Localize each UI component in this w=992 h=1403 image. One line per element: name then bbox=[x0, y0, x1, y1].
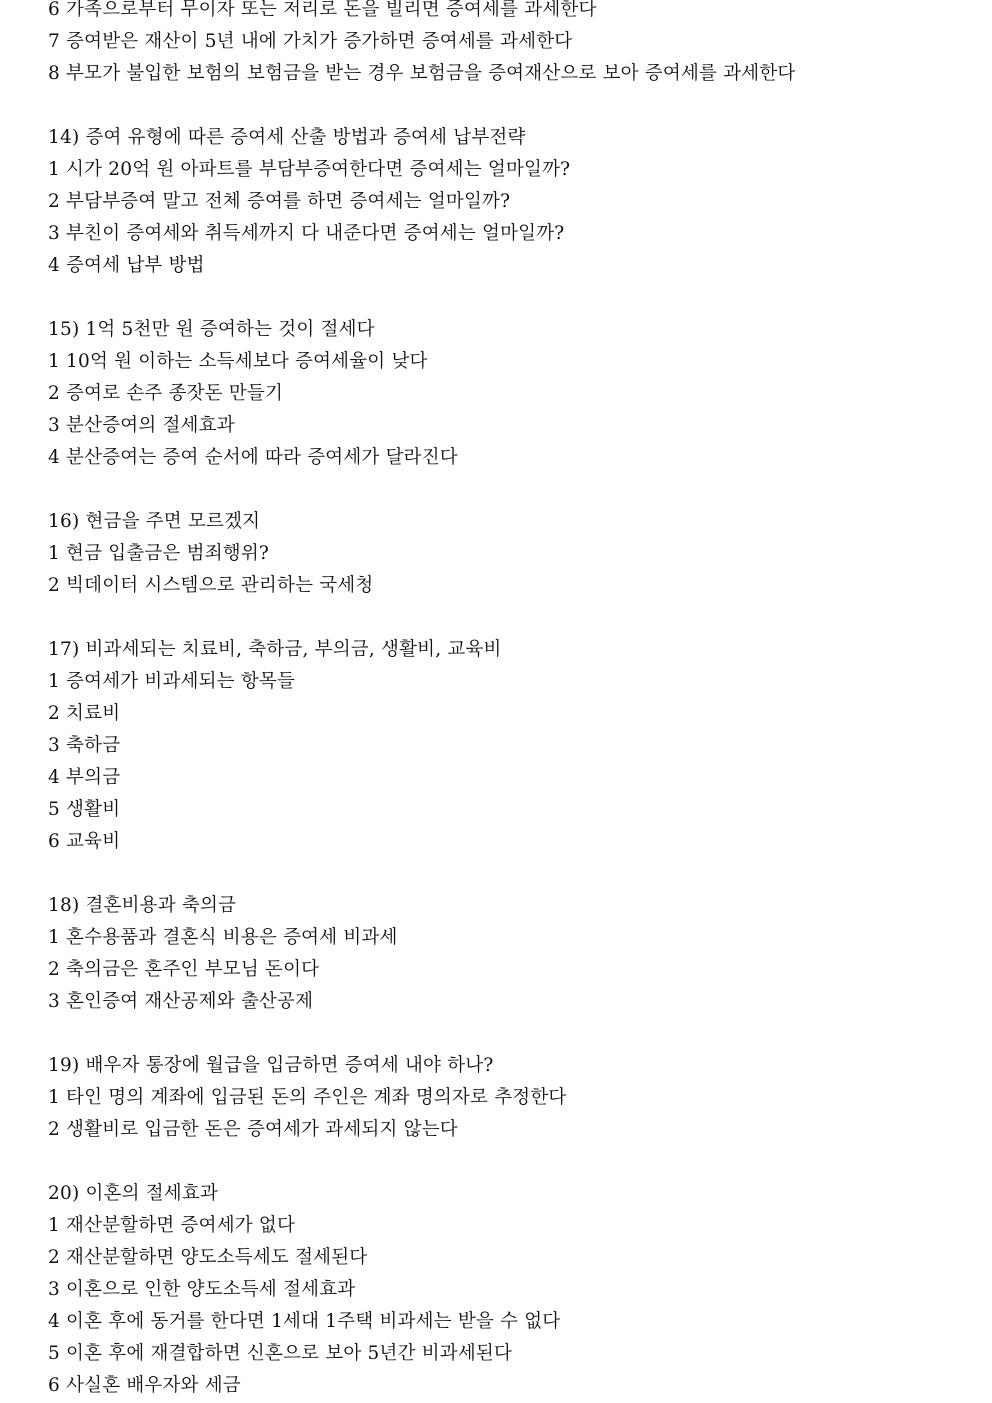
list-item: 5 생활비 bbox=[48, 799, 121, 820]
list-item: 4 부의금 bbox=[48, 767, 121, 788]
list-item: 5 이혼 후에 재결합하면 신혼으로 보아 5년간 비과세된다 bbox=[48, 1343, 513, 1364]
list-item: 2 재산분할하면 양도소득세도 절세된다 bbox=[48, 1247, 368, 1268]
list-item: 3 혼인증여 재산공제와 출산공제 bbox=[48, 991, 314, 1012]
list-item: 2 축의금은 혼주인 부모님 돈이다 bbox=[48, 959, 320, 980]
section-14 bbox=[48, 122, 978, 282]
list-item: 7 증여받은 재산이 5년 내에 가치가 증가하면 증여세를 과세한다 bbox=[48, 31, 573, 52]
list-item: 1 시가 20억 원 아파트를 부담부증여한다면 증여세는 얼마일까? bbox=[48, 159, 571, 180]
section-heading: 15) 1억 5천만 원 증여하는 것이 절세다 bbox=[48, 319, 375, 340]
list-item: 8 부모가 불입한 보험의 보험금을 받는 경우 보험금을 증여재산으로 보아 증여세를 과세한다 bbox=[48, 63, 796, 84]
list-item: 3 이혼으로 인한 양도소득세 절세효과 bbox=[48, 1279, 356, 1300]
section-16 bbox=[48, 506, 978, 602]
continuation-list bbox=[48, 0, 978, 90]
list-item: 3 분산증여의 절세효과 bbox=[48, 415, 235, 436]
list-item: 4 분산증여는 증여 순서에 따라 증여세가 달라진다 bbox=[48, 447, 458, 468]
section-heading: 20) 이혼의 절세효과 bbox=[48, 1183, 219, 1204]
list-item: 4 증여세 납부 방법 bbox=[48, 255, 205, 276]
section-15 bbox=[48, 314, 978, 474]
section-18 bbox=[48, 890, 978, 1018]
list-item: 2 빅데이터 시스템으로 관리하는 국세청 bbox=[48, 575, 374, 596]
section-20 bbox=[48, 1178, 978, 1402]
list-item: 1 타인 명의 계좌에 입금된 돈의 주인은 계좌 명의자로 추정한다 bbox=[48, 1087, 567, 1108]
section-19 bbox=[48, 1050, 978, 1146]
list-item: 4 이혼 후에 동거를 한다면 1세대 1주택 비과세는 받을 수 없다 bbox=[48, 1311, 561, 1332]
list-item: 2 증여로 손주 종잣돈 만들기 bbox=[48, 383, 284, 404]
list-item: 6 교육비 bbox=[48, 831, 121, 852]
list-item: 2 치료비 bbox=[48, 703, 121, 724]
list-item: 2 부담부증여 말고 전체 증여를 하면 증여세는 얼마일까? bbox=[48, 191, 511, 212]
list-item: 3 축하금 bbox=[48, 735, 121, 756]
section-heading: 14) 증여 유형에 따른 증여세 산출 방법과 증여세 납부전략 bbox=[48, 127, 526, 148]
list-item: 6 가족으로부터 무이자 또는 저리로 돈을 빌리면 증여세를 과세한다 bbox=[48, 0, 597, 20]
list-item: 1 혼수용품과 결혼식 비용은 증여세 비과세 bbox=[48, 927, 398, 948]
list-item: 1 재산분할하면 증여세가 없다 bbox=[48, 1215, 296, 1236]
list-item: 1 현금 입출금은 범죄행위? bbox=[48, 543, 270, 564]
list-item: 6 사실혼 배우자와 세금 bbox=[48, 1375, 241, 1396]
section-17 bbox=[48, 634, 978, 858]
section-heading: 19) 배우자 통장에 월급을 입금하면 증여세 내야 하나? bbox=[48, 1055, 494, 1076]
list-item: 1 10억 원 이하는 소득세보다 증여세율이 낮다 bbox=[48, 351, 428, 372]
document-page bbox=[48, 0, 978, 1402]
list-item: 1 증여세가 비과세되는 항목들 bbox=[48, 671, 296, 692]
section-heading: 18) 결혼비용과 축의금 bbox=[48, 895, 237, 916]
section-heading: 17) 비과세되는 치료비, 축하금, 부의금, 생활비, 교육비 bbox=[48, 639, 502, 660]
section-heading: 16) 현금을 주면 모르겠지 bbox=[48, 511, 261, 532]
list-item: 2 생활비로 입금한 돈은 증여세가 과세되지 않는다 bbox=[48, 1119, 458, 1140]
list-item: 3 부친이 증여세와 취득세까지 다 내준다면 증여세는 얼마일까? bbox=[48, 223, 565, 244]
